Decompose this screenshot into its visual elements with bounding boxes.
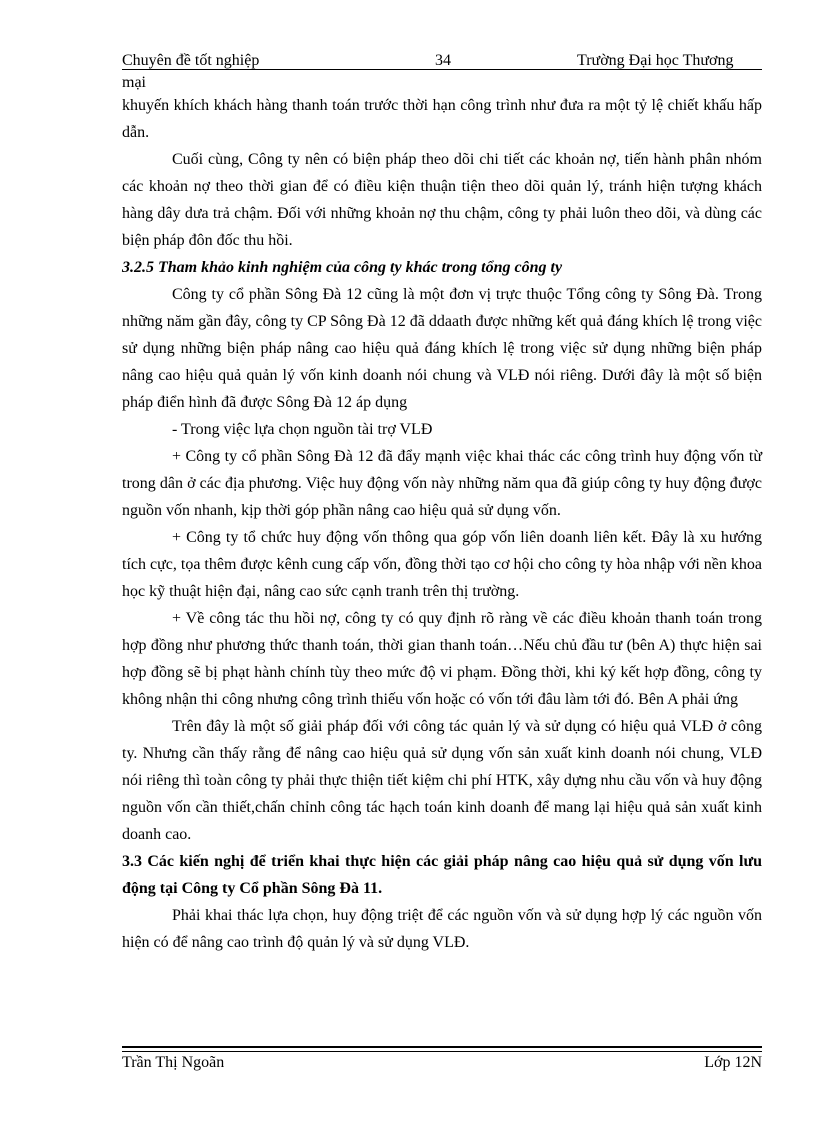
section-heading-3-3: 3.3 Các kiến nghị để triển khai thực hiện các giải pháp nâng cao hiệu quả sử dụng vốn lưu động tại Công ty Cổ phần Sông Đà 11.: [122, 853, 762, 897]
paragraph-debt-tracking: Cuối cùng, Công ty nên có biện pháp theo dõi chi tiết các khoản nợ, tiến hành phân nhóm các khoản nợ theo thời gian để có điều kiện thuận tiện theo dõi quản lý, tránh hiện tượng khách hàng dây dưa trả chậm. Đối với những khoản nợ thu chậm, công ty phải luôn theo dõi, và dùng các biện pháp đôn đốc thu hồi.: [122, 151, 762, 249]
paragraph-joint-venture: + Công ty tổ chức huy động vốn thông qua góp vốn liên doanh liên kết. Đây là xu hướng tích cực, tọa thêm được kênh cung cấp vốn, đồng thời tạo cơ hội cho công ty hòa nhập với nền khoa học kỹ thuật hiện đại, nâng cao sức cạnh tranh trên thị trường.: [122, 529, 762, 600]
paragraph-debt-recovery: + Về công tác thu hồi nợ, công ty có quy định rõ ràng về các điều khoản thanh toán trong hợp đồng như phương thức thanh toán, thời gian thanh toán…Nếu chủ đầu tư (bên A) thực hiện sai hợp đồng sẽ bị phạt hành chính tùy theo mức độ vi phạm. Đồng thời, khi ký kết hợp đồng, công ty không nhận thi công nhưng công trình thiếu vốn hoặc có vốn tới đâu làm tới đó. Bên A phải ứng: [122, 610, 762, 708]
footer-author: Trần Thị Ngoãn: [122, 1054, 225, 1071]
paragraph-local-capital: + Công ty cổ phần Sông Đà 12 đã đẩy mạnh việc khai thác các công trình huy động vốn từ trong dân ở các địa phương. Việc huy động vốn này những năm qua đã giúp công ty huy động được nguồn vốn nhanh, kịp thời góp phần nâng cao hiệu quả sử dụng vốn.: [122, 448, 762, 519]
page-body: [122, 92, 762, 956]
paragraph-capital-use: Phải khai thác lựa chọn, huy động triệt để các nguồn vốn và sử dụng hợp lý các nguồn vốn hiện có để nâng cao trình độ quản lý và sử dụng VLĐ.: [122, 907, 762, 951]
header-school-name-continuation: mại: [122, 74, 146, 91]
paragraph-song-da-12: Công ty cổ phần Sông Đà 12 cũng là một đơn vị trực thuộc Tổng công ty Sông Đà. Trong những năm gần đây, công ty CP Sông Đà 12 đã ddaath được những kết quả đáng khích lệ trong việc sử dụng những biện pháp nâng cao hiệu quả đáng khích lệ trong việc sử dụng những biện pháp nâng cao hiệu quả quản lý vốn kinh doanh nói chung và VLĐ nói riêng. Dưới đây là một số biện pháp điển hình đã được Sông Đà 12 áp dụng: [122, 286, 762, 411]
header-school-name: Trường Đại học Thương: [577, 52, 734, 69]
paragraph-discount-continuation: khuyến khích khách hàng thanh toán trước thời hạn công trình như đưa ra một tỷ lệ chiết khấu hấp dẫn.: [122, 97, 762, 141]
footer-rule-thin: [122, 1051, 762, 1052]
footer-class: Lớp 12N: [704, 1054, 762, 1071]
footer-rule-thick: [122, 1046, 762, 1048]
paragraph-funding-source: - Trong việc lựa chọn nguồn tài trợ VLĐ: [172, 421, 433, 438]
section-heading-3-2-5: 3.2.5 Tham khảo kinh nghiệm của công ty khác trong tổng công ty: [122, 259, 563, 276]
header-document-title: Chuyên đề tốt nghiệp: [122, 52, 260, 69]
header-rule: [122, 69, 762, 70]
paragraph-summary: Trên đây là một số giải pháp đối với công tác quản lý và sử dụng có hiệu quả VLĐ ở công ty. Nhưng cần thấy rằng để nâng cao hiệu quả sử dụng vốn sản xuất kinh doanh nói chung, VLĐ nói riêng thì toàn công ty phải thực thiện tiết kiệm chi phí HTK, xây dựng nhu cầu vốn và huy động nguồn vốn cần thiết,chấn chỉnh công tác hạch toán kinh doanh để mang lại hiệu quả sản xuất kinh doanh cao.: [122, 718, 762, 843]
header-page-number: 34: [435, 52, 451, 69]
